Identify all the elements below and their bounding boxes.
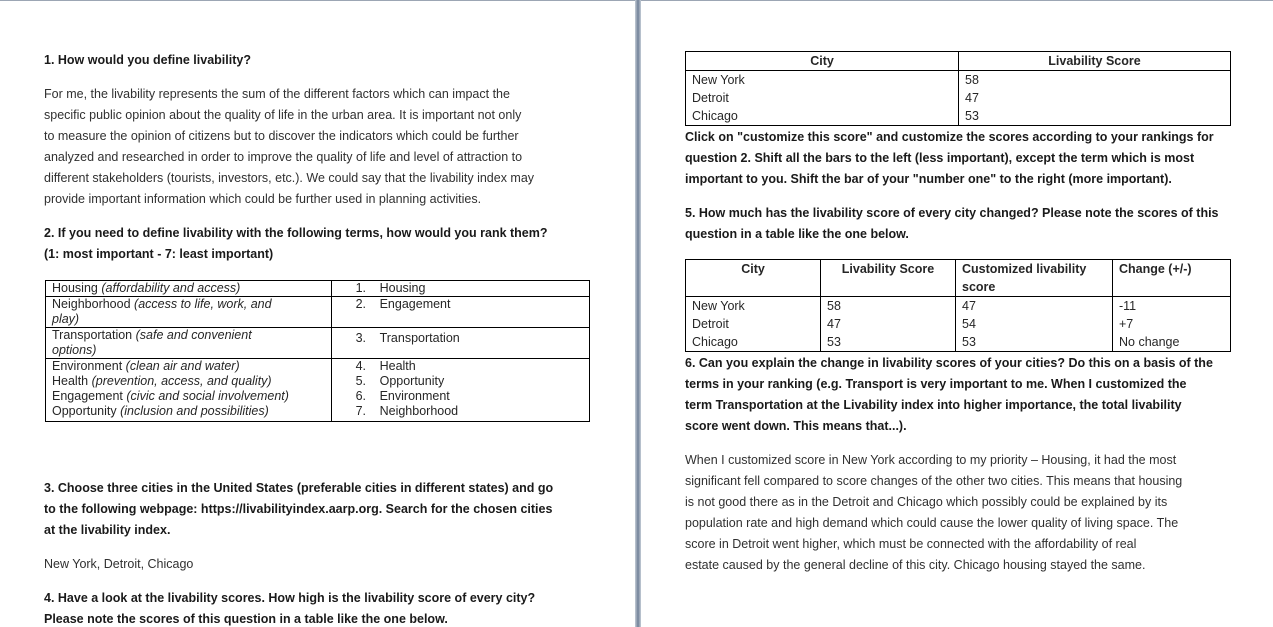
custom-score-cell: 47 xyxy=(956,297,1113,316)
q5-heading-line: 5. How much has the livability score of every city changed? Please note the scores of this xyxy=(685,206,1219,220)
q2-heading xyxy=(44,223,624,265)
term-cell xyxy=(46,281,332,297)
q3-answer: New York, Detroit, Chicago xyxy=(44,557,194,571)
column-header-city: City xyxy=(686,260,821,297)
table-row xyxy=(46,328,590,359)
rank-cell xyxy=(331,359,589,375)
q1-answer-line: to measure the opinion of citizens but to discover the indicators which could be further xyxy=(44,129,519,143)
rank-number: 2. xyxy=(355,297,367,311)
q3-heading-line: 3. Choose three cities in the United States (preferable cities in different states) and go xyxy=(44,481,554,495)
term-detail: (affordability and access) xyxy=(101,281,241,295)
custom-score-cell: 54 xyxy=(956,315,1113,333)
q1-answer-line: analyzed and researched in order to improve the quality of life and level of attraction to xyxy=(44,150,523,164)
rank-term: Neighborhood xyxy=(379,404,459,418)
q5-heading-line: question in a table like the one below. xyxy=(685,227,909,241)
q2-heading-line: 2. If you need to define livability with the following terms, how would you rank them? xyxy=(44,226,548,240)
q6-answer-line: estate caused by the general decline of this city. Chicago housing stayed the same. xyxy=(685,558,1146,572)
header-text: score xyxy=(962,280,996,294)
q4-heading-line: 4. Have a look at the livability scores. How high is the livability score of every city? xyxy=(44,591,536,605)
table-row xyxy=(686,107,1231,126)
rank-number: 5. xyxy=(355,374,367,388)
livability-scores-table xyxy=(685,51,1231,126)
term-name: Transportation xyxy=(52,328,133,342)
city-cell: Detroit xyxy=(686,315,821,333)
term-name: Neighborhood xyxy=(52,297,131,311)
term-name: Engagement xyxy=(52,389,123,403)
rank-cell xyxy=(331,328,589,359)
column-header-city: City xyxy=(686,52,959,71)
q1-answer-line: For me, the livability represents the sum of the different factors which can impact the xyxy=(44,87,510,101)
rank-term: Transportation xyxy=(379,331,460,345)
document-page-left xyxy=(0,1,635,627)
q6-answer-line: score in Detroit went higher, which must be connected with the affordability of real xyxy=(685,537,1137,551)
score-cell: 53 xyxy=(821,333,956,352)
city-cell: New York xyxy=(686,71,959,90)
city-cell: Chicago xyxy=(686,107,959,126)
q6-answer-line: is not good there as in the Detroit and Chicago which possibly could be explained by its xyxy=(685,495,1168,509)
term-cell xyxy=(46,359,332,375)
change-cell: No change xyxy=(1113,333,1231,352)
q5-heading xyxy=(685,203,1265,245)
term-detail: (access to life, work, and xyxy=(134,297,272,311)
q6-heading-line: term Transportation at the Livability index into higher importance, the total livability xyxy=(685,398,1182,412)
rank-cell xyxy=(331,297,589,328)
rank-term: Opportunity xyxy=(379,374,445,388)
rank-cell xyxy=(331,389,589,404)
q3-heading-line: to the following webpage: https://livabilityindex.aarp.org. Search for the chosen cities xyxy=(44,502,553,516)
term-name: Opportunity xyxy=(52,404,117,418)
column-header-score: Livability Score xyxy=(821,260,956,297)
term-name: Housing xyxy=(52,281,98,295)
change-cell: -11 xyxy=(1113,297,1231,316)
table-row xyxy=(686,333,1231,352)
q6-heading-line: 6. Can you explain the change in livability scores of your cities? Do this on a basis of the xyxy=(685,356,1213,370)
q1-heading: 1. How would you define livability? xyxy=(44,53,251,67)
q1-answer xyxy=(44,84,624,210)
q1-answer-line: provide important information which could be further used in planning activities. xyxy=(44,192,482,206)
q6-heading xyxy=(685,353,1270,437)
term-detail: (civic and social involvement) xyxy=(126,389,289,403)
q4-instruction-line: Click on "customize this score" and customize the scores according to your rankings for xyxy=(685,130,1214,144)
column-header-score: Livability Score xyxy=(959,52,1231,71)
score-change-table xyxy=(685,259,1231,352)
q6-heading-line: score went down. This means that...). xyxy=(685,419,907,433)
table-row xyxy=(46,281,590,297)
table-row xyxy=(686,71,1231,90)
term-detail: (safe and convenient xyxy=(135,328,252,342)
q6-answer-line: significant fell compared to score changes of the other two cities. This means that housing xyxy=(685,474,1183,488)
term-detail: play) xyxy=(52,312,80,326)
city-cell: Chicago xyxy=(686,333,821,352)
term-cell xyxy=(46,297,332,328)
rank-cell xyxy=(331,374,589,389)
q3-heading-line: at the livability index. xyxy=(44,523,171,537)
q1-answer-line: specific public opinion about the quality of life in the urban area. It is important not only xyxy=(44,108,522,122)
rank-term: Health xyxy=(379,359,416,373)
rank-number: 6. xyxy=(355,389,367,403)
ranking-table xyxy=(45,280,590,422)
rank-cell xyxy=(331,281,589,297)
table-header-row xyxy=(686,52,1231,71)
rank-number: 1. xyxy=(355,281,367,295)
score-cell: 58 xyxy=(821,297,956,316)
score-cell: 53 xyxy=(959,107,1231,126)
term-name: Health xyxy=(52,374,89,388)
term-cell xyxy=(46,404,332,422)
term-cell xyxy=(46,328,332,359)
table-row xyxy=(46,374,590,389)
term-cell xyxy=(46,389,332,404)
q6-answer xyxy=(685,450,1270,576)
table-row xyxy=(46,404,590,422)
rank-term: Engagement xyxy=(379,297,451,311)
rank-number: 7. xyxy=(355,404,367,418)
table-row xyxy=(46,359,590,375)
table-row xyxy=(46,297,590,328)
table-row xyxy=(686,297,1231,316)
q4-instruction-line: important to you. Shift the bar of your "number one" to the right (more important). xyxy=(685,172,1172,186)
q4-heading-line: Please note the scores of this question in a table like the one below. xyxy=(44,612,448,626)
q6-answer-line: When I customized score in New York according to my priority – Housing, it had the most xyxy=(685,453,1177,467)
q6-answer-line: population rate and high demand which could cause the lower quality of living space. The xyxy=(685,516,1179,530)
q3-heading xyxy=(44,478,624,541)
term-cell xyxy=(46,374,332,389)
q4-instruction-line: question 2. Shift all the bars to the left (less important), except the term which is most xyxy=(685,151,1195,165)
change-cell: +7 xyxy=(1113,315,1231,333)
table-row xyxy=(686,89,1231,107)
q4-instruction xyxy=(685,127,1265,190)
score-cell: 58 xyxy=(959,71,1231,90)
city-cell: Detroit xyxy=(686,89,959,107)
document-page-right xyxy=(641,1,1273,627)
rank-number: 4. xyxy=(355,359,367,373)
rank-term: Environment xyxy=(379,389,450,403)
term-name: Environment xyxy=(52,359,123,373)
city-cell: New York xyxy=(686,297,821,316)
table-row xyxy=(46,389,590,404)
rank-number: 3. xyxy=(355,331,367,345)
q6-heading-line: terms in your ranking (e.g. Transport is very important to me. When I customized the xyxy=(685,377,1187,391)
rank-term: Housing xyxy=(379,281,426,295)
header-text: Customized livability xyxy=(962,262,1087,276)
table-row xyxy=(686,315,1231,333)
column-header-change: Change (+/-) xyxy=(1113,260,1231,297)
q1-answer-line: different stakeholders (tourists, investors, etc.). We could say that the livability index may xyxy=(44,171,535,185)
term-detail: (inclusion and possibilities) xyxy=(120,404,269,418)
q2-heading-line: (1: most important - 7: least important) xyxy=(44,247,274,261)
score-cell: 47 xyxy=(959,89,1231,107)
term-detail: options) xyxy=(52,343,97,357)
score-cell: 47 xyxy=(821,315,956,333)
term-detail: (prevention, access, and quality) xyxy=(91,374,272,388)
column-header-customized xyxy=(956,260,1113,297)
term-detail: (clean air and water) xyxy=(125,359,240,373)
rank-cell xyxy=(331,404,589,422)
table-header-row xyxy=(686,260,1231,297)
custom-score-cell: 53 xyxy=(956,333,1113,352)
q4-heading xyxy=(44,588,624,627)
